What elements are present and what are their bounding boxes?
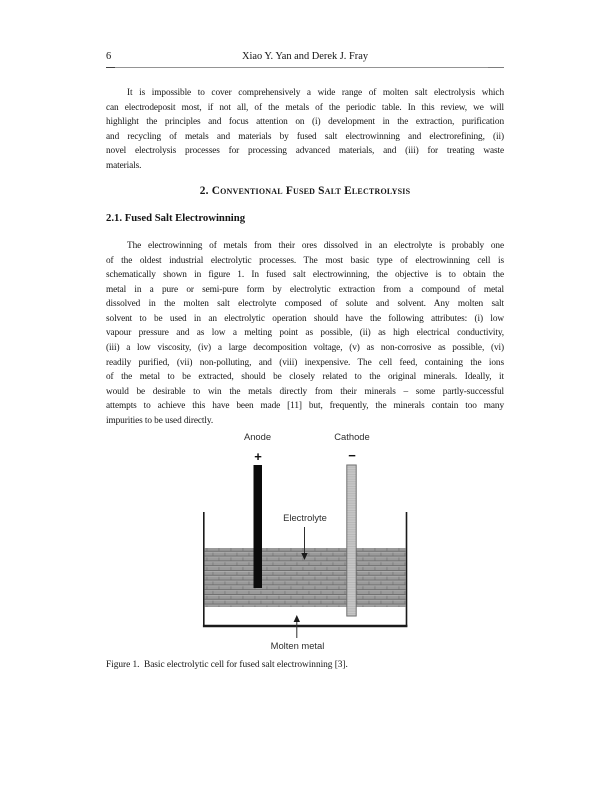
anode-bar — [254, 465, 263, 588]
paragraph-intro — [106, 86, 504, 173]
figure-caption: Figure 1. Basic electrolytic cell for fused salt electrowinning [3]. — [106, 660, 348, 670]
text-line: of the metal to be extracted, should be closely related to the original minerals. Ideally, it — [106, 372, 504, 383]
electrolyte-label: Electrolyte — [283, 512, 327, 523]
plus-sign: + — [254, 449, 262, 464]
page-number: 6 — [106, 51, 112, 62]
text-line: and recycling of metals and materials by fused salt electrowinning and electrorefining, (ii) — [106, 131, 504, 142]
text-line: The electrowinning of metals from their ores dissolved in an electrolyte is probably one — [127, 241, 504, 251]
molten-metal-arrow-head — [294, 615, 300, 622]
running-header-title: Xiao Y. Yan and Derek J. Fray — [241, 51, 369, 62]
section-heading: 2. Conventional Fused Salt Electrolysis — [199, 185, 411, 197]
text-line: (iii) a low viscosity, (iv) a large decomposition voltage, (v) as non-corrosive as possible, (vi) — [106, 342, 504, 353]
anode-label: Anode — [243, 431, 272, 442]
text-line: impurities to be used directly. — [106, 415, 214, 426]
text-line: solvent to be used in an electrolytic operation should have the following attributes: (i) low — [106, 313, 504, 324]
text-line: readily purified, (vii) non-polluting, and (viii) inexpensive. The cell feed, containing the ions — [106, 357, 504, 368]
electrolytic-cell-diagram — [150, 426, 470, 658]
text-line: materials. — [106, 160, 142, 171]
minus-sign: − — [348, 448, 356, 463]
cathode-bar — [347, 465, 356, 616]
text-line: dissolved in the molten salt electrolyte composed of solute and solvent. Any molten salt — [106, 299, 504, 310]
text-line: vapour pressure and as low a melting point as possible, (ii) as high electrical conductivity, — [106, 328, 504, 339]
paragraph-electrowinning — [106, 239, 504, 428]
text-line: novel electrolysis processes for processing advanced materials, and (iii) for treating waste — [106, 146, 504, 157]
molten-metal-label: Molten metal — [270, 640, 325, 651]
subsection-heading: 2.1. Fused Salt Electrowinning — [106, 212, 246, 224]
text-line: highlight the principles and focus attention on (i) development in the extraction, purification — [106, 117, 504, 128]
text-line: schematically shown in figure 1. In fused salt electrowinning, the objective is to obtain the — [106, 270, 504, 281]
text-line: of the oldest industrial electrolytic processes. The most basic type of electrowinning cell is — [106, 255, 504, 266]
figure-1-electrolytic-cell — [150, 426, 470, 658]
text-line: metal in a pure or semi-pure form by electrolytic extraction from a compound of metal — [106, 284, 504, 295]
cathode-label: Cathode — [334, 431, 370, 442]
text-line: attempts to achieve this have been made [11] but, frequently, the minerals contain too many — [106, 401, 504, 412]
text-line: It is impossible to cover comprehensively a wide range of molten salt electrolysis which — [127, 88, 504, 98]
text-line: would be desirable to win the metals directly from their minerals – some partly-successful — [106, 386, 504, 397]
header-rule — [106, 67, 504, 68]
text-line: can electrodeposit most, if not all, of the metals of the periodic table. In this review, we will — [106, 102, 504, 113]
